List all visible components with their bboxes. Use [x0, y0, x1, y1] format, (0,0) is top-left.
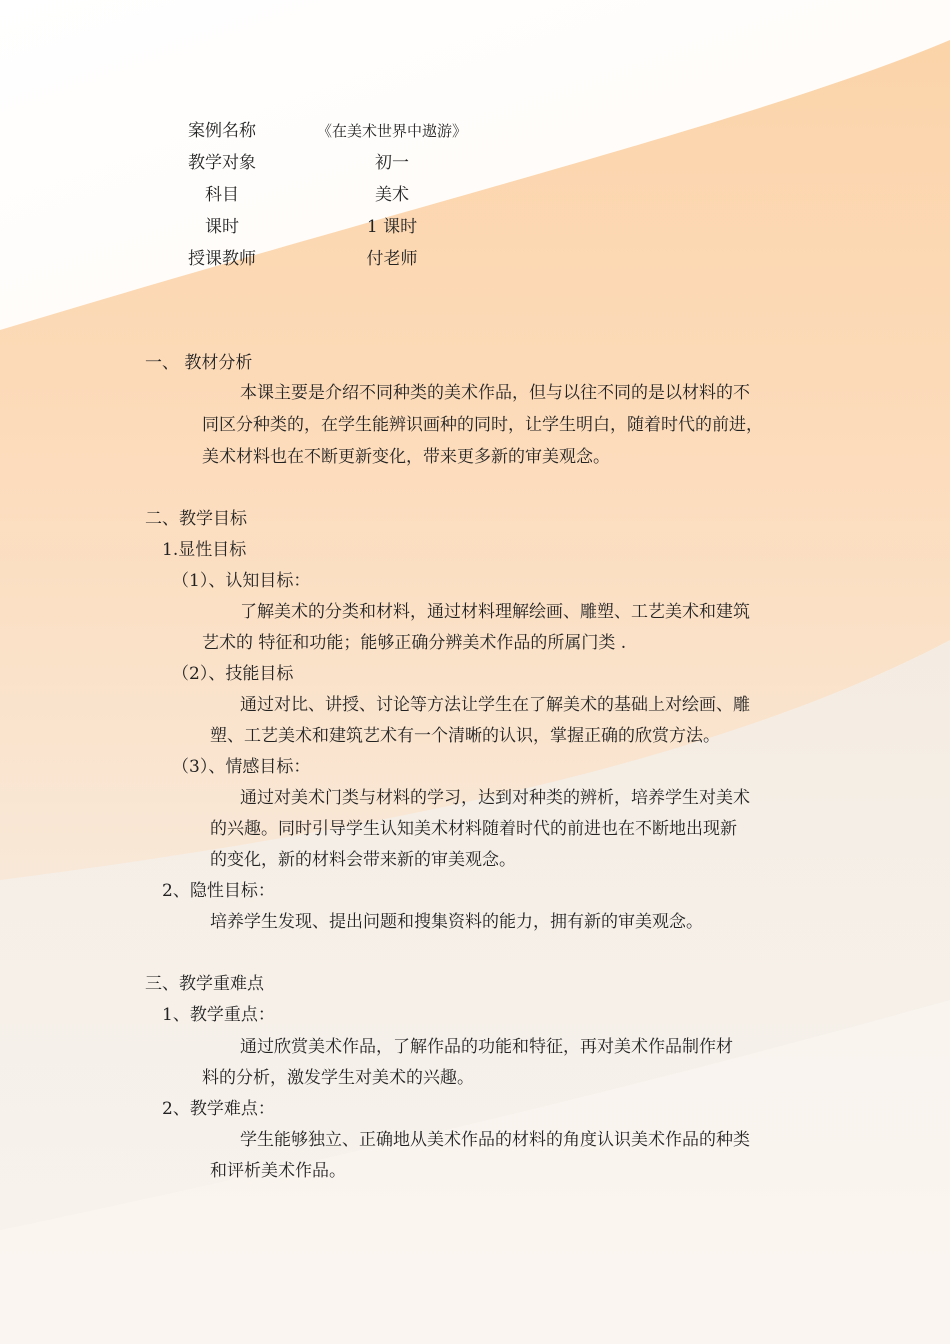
subheading-explicit-goals: 1.显性目标: [162, 540, 247, 560]
info-value-audience: 初一: [375, 153, 409, 173]
paragraph-line: 的变化，新的材料会带来新的审美观念。: [210, 850, 516, 870]
paragraph-line: 的兴趣。同时引导学生认知美术材料随着时代的前进也在不断地出现新: [210, 819, 737, 839]
paragraph-line: 和评析美术作品。: [210, 1161, 346, 1181]
subheading-implicit-goals: 2、隐性目标：: [162, 881, 275, 901]
section-heading-teaching-goals: 二、教学目标: [145, 509, 247, 529]
paragraph-line: 同区分种类的，在学生能辨识画种的同时，让学生明白，随着时代的前进，: [202, 415, 763, 435]
goal-title-emotional: （3）、情感目标：: [172, 757, 311, 777]
info-label-subject: 科目: [205, 185, 239, 205]
info-label-case-name: 案例名称: [188, 121, 256, 141]
section-heading-textbook-analysis: 一、 教材分析: [145, 353, 253, 373]
goal-title-skill: （2）、技能目标: [172, 664, 294, 684]
subheading-key-points: 1、教学重点：: [162, 1005, 275, 1025]
paragraph-line: 料的分析，激发学生对美术的兴趣。: [202, 1068, 474, 1088]
paragraph-line: 塑、工艺美术和建筑艺术有一个清晰的认识，掌握正确的欣赏方法。: [210, 726, 720, 746]
info-label-periods: 课时: [205, 217, 239, 237]
subheading-difficult-points: 2、教学难点：: [162, 1099, 275, 1119]
paragraph-line: 通过对美术门类与材料的学习，达到对种类的辨析，培养学生对美术: [240, 788, 750, 808]
goal-title-cognitive: （1）、认知目标：: [172, 571, 311, 591]
info-value-case-name: 《在美术世界中遨游》: [316, 122, 467, 140]
paragraph-line: 美术材料也在不断更新变化，带来更多新的审美观念。: [202, 447, 610, 467]
paragraph-line: 通过欣赏美术作品，了解作品的功能和特征，再对美术作品制作材: [240, 1037, 733, 1057]
info-value-periods: 1 课时: [366, 217, 418, 237]
info-value-subject: 美术: [375, 185, 409, 205]
info-label-teacher: 授课教师: [188, 249, 256, 269]
paragraph-line: 本课主要是介绍不同种类的美术作品，但与以往不同的是以材料的不: [240, 383, 750, 403]
paragraph-line: 培养学生发现、提出问题和搜集资料的能力，拥有新的审美观念。: [210, 912, 703, 932]
paragraph-line: 了解美术的分类和材料，通过材料理解绘画、雕塑、工艺美术和建筑: [240, 602, 750, 622]
info-value-teacher: 付老师: [366, 249, 418, 269]
paragraph-line: 艺术的 特征和功能；能够正确分辨美术作品的所属门类 .: [202, 633, 627, 653]
info-label-audience: 教学对象: [188, 153, 256, 173]
section-heading-key-difficult-points: 三、教学重难点: [145, 974, 264, 994]
paragraph-line: 学生能够独立、正确地从美术作品的材料的角度认识美术作品的种类: [240, 1130, 750, 1150]
paragraph-line: 通过对比、讲授、讨论等方法让学生在了解美术的基础上对绘画、雕: [240, 695, 750, 715]
